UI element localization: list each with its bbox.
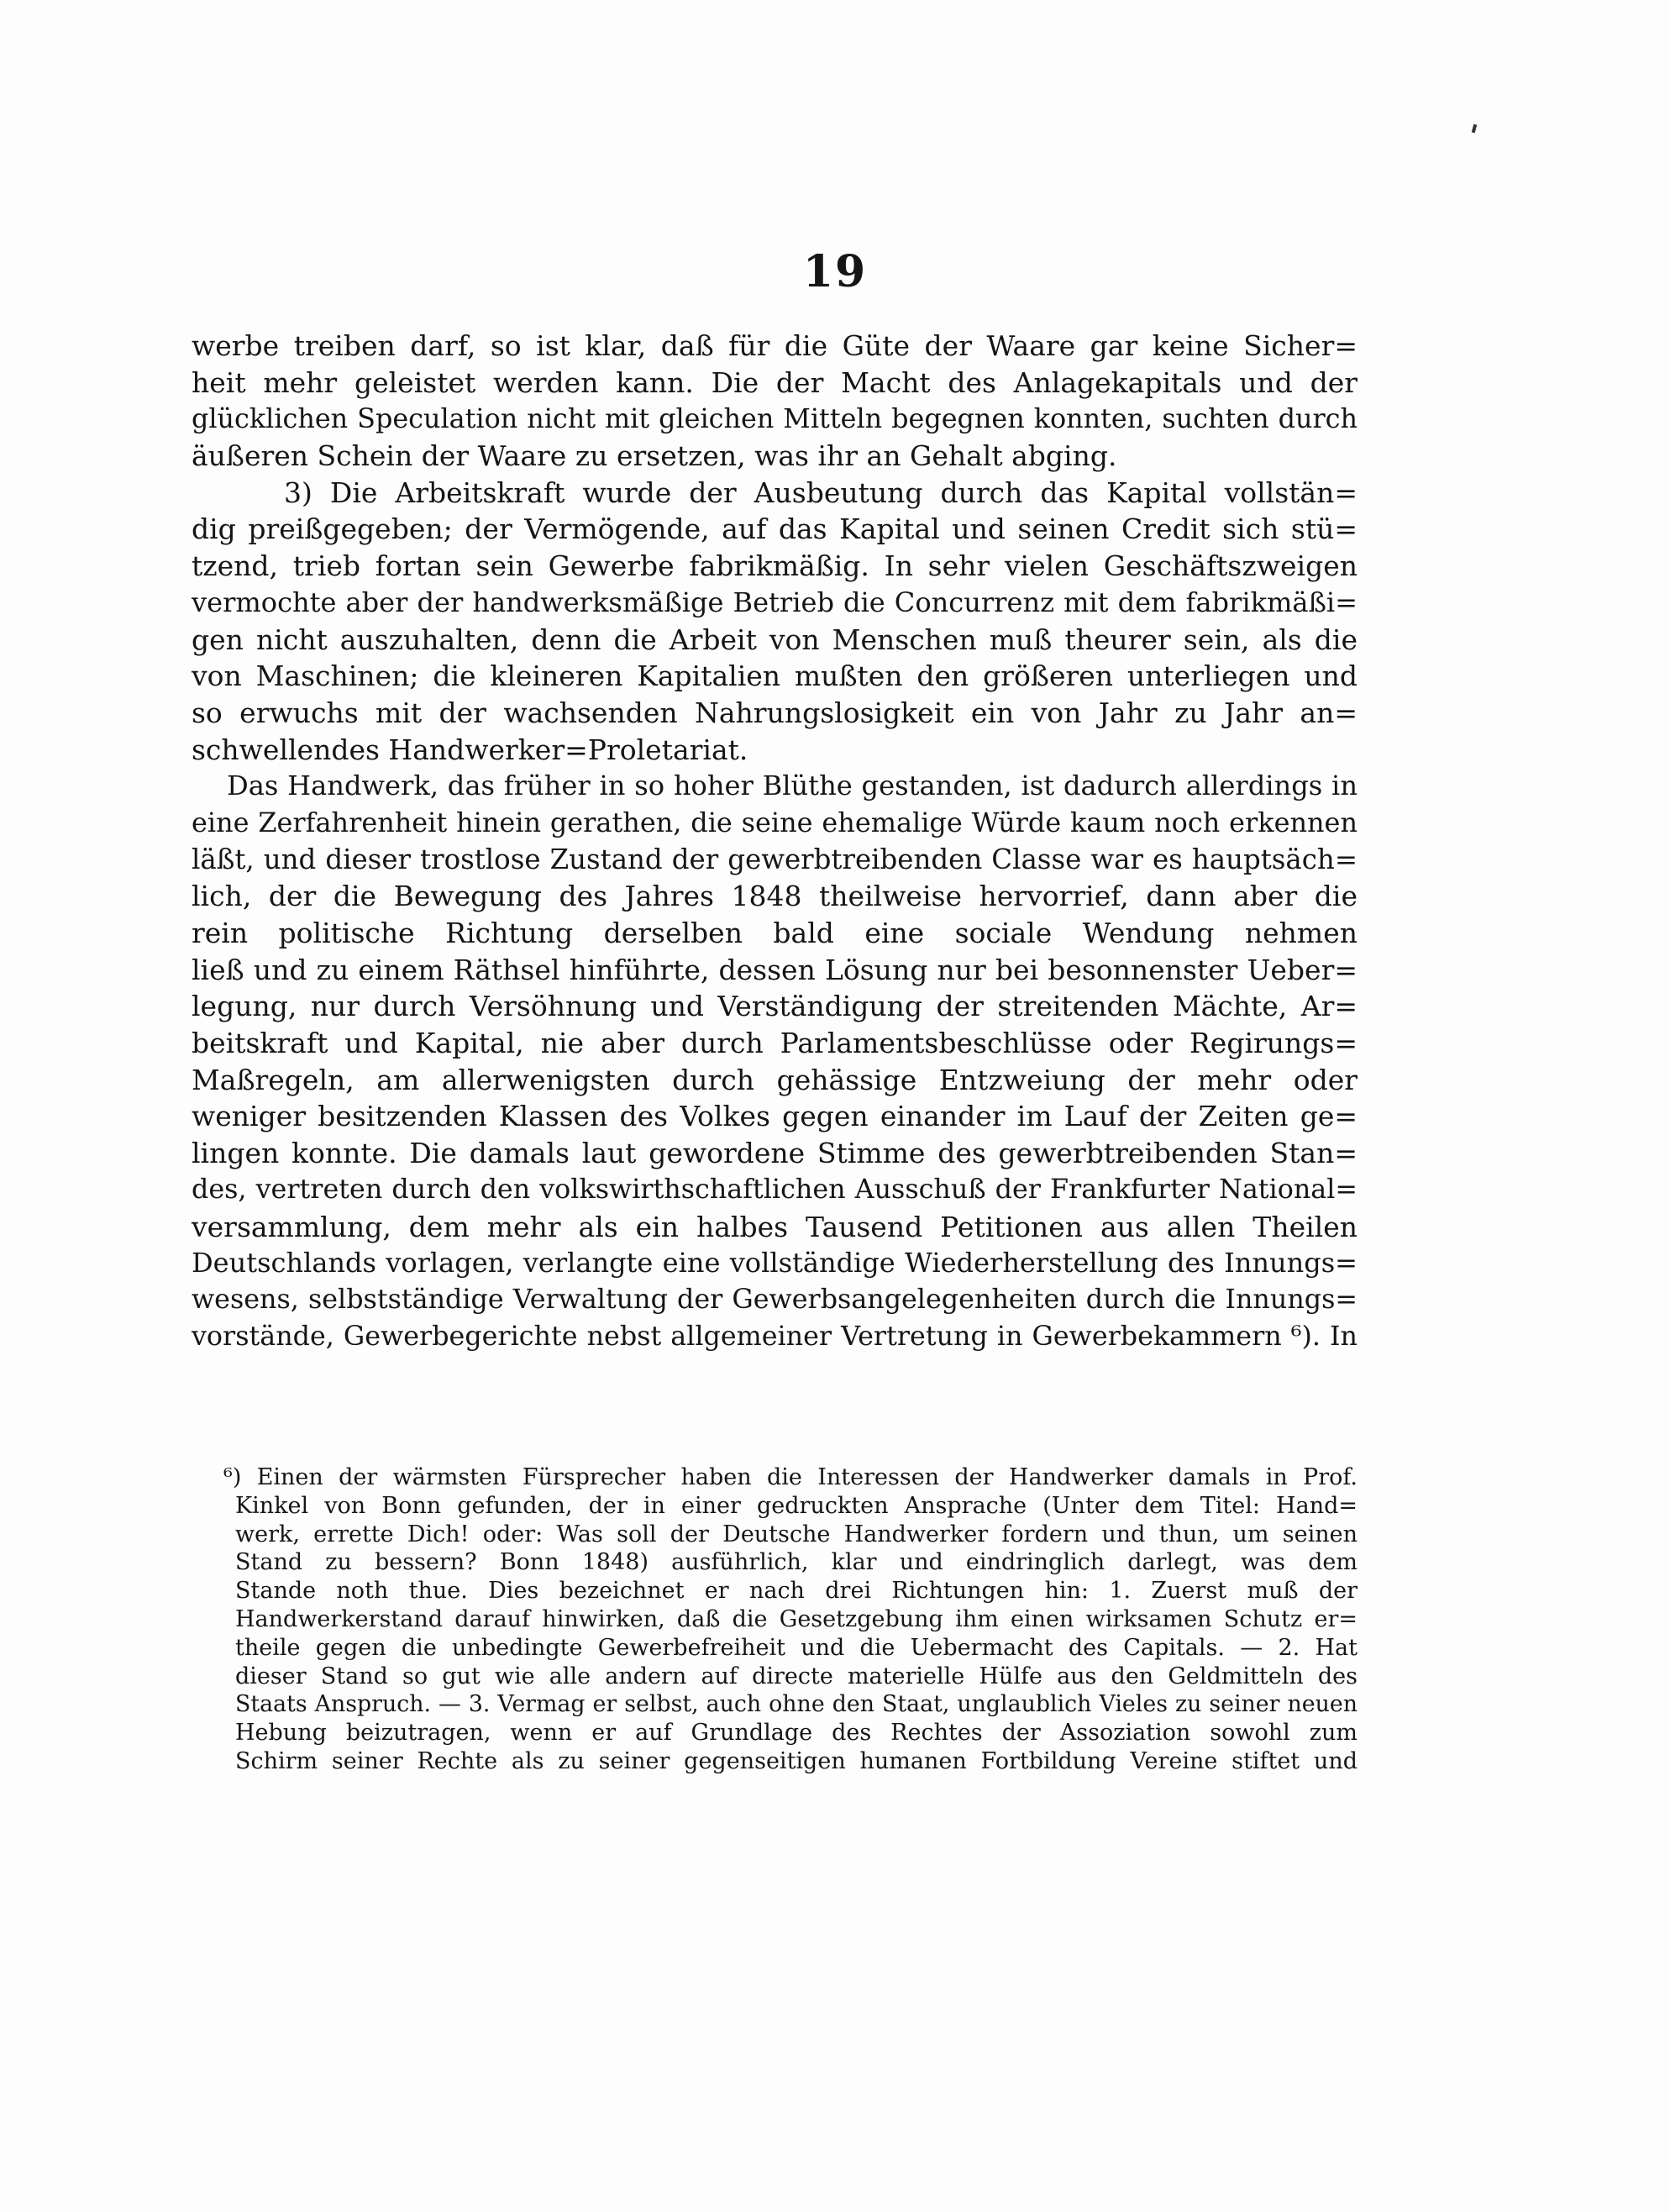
- text-line: des, vertreten durch den volkswirthschaftlichen Ausschuß der Frankfurter National=: [192, 1174, 1358, 1205]
- text-line: schwellendes Handwerker=Proletariat.: [192, 733, 748, 766]
- footnote-line: ⁶) Einen der wärmsten Fürsprecher haben die Interessen der Handwerker damals in Prof.: [223, 1464, 1358, 1490]
- text-line: vorstände, Gewerbegerichte nebst allgemeiner Vertretung in Gewerbekammern ⁶). In: [192, 1321, 1358, 1352]
- text-line: von Maschinen; die kleineren Kapitalien mußten den größeren unterliegen und: [192, 659, 1358, 693]
- footnote-line: Staats Anspruch. — 3. Vermag er selbst, auch ohne den Staat, unglaublich Vieles zu seiner neuen: [235, 1691, 1358, 1718]
- footnote-line: theile gegen die unbedingte Gewerbefreiheit und die Uebermacht des Capitals. — 2. Hat: [235, 1634, 1358, 1661]
- text-line: legung, nur durch Versöhnung und Verständigung der streitenden Mächte, Ar=: [192, 990, 1358, 1023]
- text-line: eine Zerfahrenheit hinein gerathen, die seine ehemalige Würde kaum noch erkennen: [192, 806, 1358, 838]
- text-line: ließ und zu einem Räthsel hinführte, dessen Lösung nur bei besonnenster Ueber=: [192, 953, 1358, 986]
- text-line: glücklichen Speculation nicht mit gleichen Mitteln begegnen konnten, suchten durch: [192, 402, 1358, 435]
- text-line: tzend, trieb fortan sein Gewerbe fabrikmäßig. In sehr vielen Geschäftszweigen: [192, 549, 1358, 583]
- footnote-line: Stande noth thue. Dies bezeichnet er nach drei Richtungen hin: 1. Zuerst muß der: [235, 1578, 1358, 1605]
- footnote-line: Schirm seiner Rechte als zu seiner gegenseitigen humanen Fortbildung Vereine stiftet und: [235, 1747, 1358, 1774]
- text-line: läßt, und dieser trostlose Zustand der gewerbtreibenden Classe war es hauptsäch=: [192, 843, 1358, 875]
- page-number: 19: [802, 246, 868, 297]
- footnote-line: werk, errette Dich! oder: Was soll der Deutsche Handwerker fordern und thun, um seinen: [235, 1521, 1358, 1547]
- text-line: vermochte aber der handwerksmäßige Betrieb die Concurrenz mit dem fabrikmäßi=: [192, 586, 1358, 618]
- text-line: lich, der die Bewegung des Jahres 1848 theilweise hervorrief, dann aber die: [192, 880, 1358, 913]
- text-line: versammlung, dem mehr als ein halbes Tausend Petitionen aus allen Theilen: [192, 1210, 1358, 1243]
- footnote-line: dieser Stand so gut wie alle andern auf directe materielle Hülfe aus den Geldmitteln des: [235, 1663, 1358, 1689]
- text-line: lingen konnte. Die damals laut gewordene Stimme des gewerbtreibenden Stan=: [192, 1137, 1358, 1170]
- text-line: heit mehr geleistet werden kann. Die der Macht des Anlagekapitals und der: [192, 365, 1358, 399]
- text-line: beitskraft und Kapital, nie aber durch Parlamentsbeschlüsse oder Regirungs=: [192, 1027, 1358, 1060]
- text-line: dig preißgegeben; der Vermögende, auf das Kapital und seinen Credit sich stü=: [192, 512, 1358, 546]
- text-line: rein politische Richtung derselben bald eine sociale Wendung nehmen: [192, 917, 1358, 949]
- text-line: Das Handwerk, das früher in so hoher Blüthe gestanden, ist dadurch allerdings in: [227, 770, 1358, 802]
- text-line: weniger besitzenden Klassen des Volkes gegen einander im Lauf der Zeiten ge=: [192, 1100, 1358, 1133]
- text-line: werbe treiben darf, so ist klar, daß für die Güte der Waare gar keine Sicher=: [192, 329, 1358, 362]
- text-line: wesens, selbstständige Verwaltung der Gewerbsangelegenheiten durch die Innungs=: [192, 1284, 1358, 1315]
- footnote-line: Hebung beizutragen, wenn er auf Grundlage des Rechtes der Assoziation sowohl zum: [235, 1720, 1358, 1747]
- footnote-line: Stand zu bessern? Bonn 1848) ausführlich, klar und eindringlich darlegt, was dem: [235, 1549, 1358, 1576]
- text-line: gen nicht auszuhalten, denn die Arbeit von Menschen muß theurer sein, als die: [192, 623, 1358, 656]
- margin-mark: [1472, 124, 1477, 134]
- text-line: Maßregeln, am allerwenigsten durch gehässige Entzweiung der mehr oder: [192, 1063, 1358, 1096]
- text-line: 3) Die Arbeitskraft wurde der Ausbeutung durch das Kapital vollstän=: [284, 476, 1358, 509]
- main-text: [192, 328, 1358, 1355]
- text-line: Deutschlands vorlagen, verlangte eine vollständige Wiederherstellung des Innungs=: [192, 1247, 1358, 1279]
- footnote-line: Handwerkerstand darauf hinwirken, daß die Gesetzgebung ihm einen wirksamen Schutz er=: [235, 1605, 1358, 1632]
- text-line: äußeren Schein der Waare zu ersetzen, was ihr an Gehalt abging.: [192, 439, 1117, 473]
- text-line: so erwuchs mit der wachsenden Nahrungslosigkeit ein von Jahr zu Jahr an=: [192, 696, 1358, 729]
- footnote-block: [223, 1463, 1358, 1776]
- footnote-line: Kinkel von Bonn gefunden, der in einer gedruckten Ansprache (Unter dem Titel: Hand=: [235, 1492, 1358, 1519]
